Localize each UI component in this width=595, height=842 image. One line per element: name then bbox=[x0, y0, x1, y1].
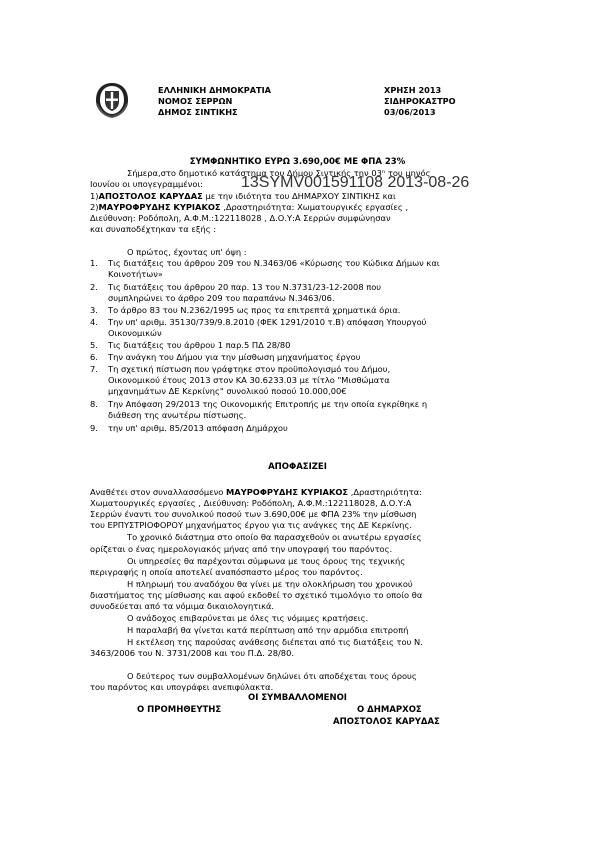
considering-heading: Ο πρώτος, έχοντας υπ' όψη : bbox=[127, 247, 247, 257]
list-number: 1. bbox=[90, 258, 98, 268]
list-item: Το άρθρο 83 του Ν.2362/1995 ως προς τα επιτρεπτά χρηματικά όρια. bbox=[108, 305, 401, 315]
body-line: συνοδεύεται από τα νόμιμα δικαιολογητικά. bbox=[90, 601, 275, 611]
body-line: διαστήματος της μίσθωσης και αφού εκδοθεί το σχετικό τιμολόγιο το οποίο θα bbox=[90, 590, 423, 600]
body-line: Οι υπηρεσίες θα παρέχονται σύμφωνα με τους όρους της τεχνικής bbox=[127, 556, 406, 566]
closing-line: του παρόντος και υπογράφει ανεπιφύλακτα. bbox=[90, 682, 274, 692]
issuer-line: ΝΟΜΟΣ ΣΕΡΡΩΝ bbox=[158, 96, 233, 106]
supplier-label: Ο ΠΡΟΜΗΘΕΥΤΗΣ bbox=[137, 705, 222, 715]
list-item: Την ανάγκη του Δήμου για την μίσθωση μηχανήματος έργου bbox=[108, 352, 361, 362]
issuer-block bbox=[158, 85, 271, 118]
list-number: 7. bbox=[90, 364, 98, 374]
intro-line: Σήμερα,στο δημοτικό κατάστημα του Δήμου Σιντικής την 03ⁿ του μηνός bbox=[127, 168, 431, 178]
party-role: ,Δραστηριότητα: Χωματουργικές εργασίες , bbox=[220, 202, 409, 212]
intro-line: Ιουνίου οι υπογεγραμμένοι: bbox=[90, 179, 204, 189]
party-number: 2) bbox=[90, 202, 99, 212]
issuer-line: ΔΗΜΟΣ ΣΙΝΤΙΚΗΣ bbox=[158, 107, 238, 117]
body-line: 3463/2006 του Ν. 3731/2008 και του Π.Δ. 28/80. bbox=[90, 648, 295, 658]
party-number: 1) bbox=[90, 191, 99, 201]
fiscal-year: ΧΡΗΣΗ 2013 bbox=[384, 85, 442, 95]
list-item: την υπ' αριθμ. 85/2013 απόφαση Δημάρχου bbox=[108, 423, 288, 433]
list-number: 5. bbox=[90, 340, 98, 350]
assignment-line: Αναθέτει στον συναλλασσόμενο ΜΑΥΡΟΦΡΥΔΗΣ ΚΥΡΙΑΚΟΣ ,Δραστηριότητα: bbox=[90, 487, 422, 497]
hellenic-republic-emblem bbox=[92, 80, 132, 120]
mayor-name: ΑΠΟΣΤΟΛΟΣ ΚΑΡΥΔΑΣ bbox=[333, 717, 440, 727]
list-item: Τις διατάξεις του άρθρου 1 παρ.5 ΠΔ 28/80 bbox=[108, 340, 291, 350]
list-number: 9. bbox=[90, 423, 98, 433]
considerations-list bbox=[0, 258, 595, 448]
body-line: Σερρών έναντι του συνολικού ποσού των 3.690,00€ με ΦΠΑ 23% την μίσθωση bbox=[90, 509, 417, 519]
list-number: 4. bbox=[90, 317, 98, 327]
list-number: 6. bbox=[90, 352, 98, 362]
decision-heading: ΑΠΟΦΑΣΙΖΕΙ bbox=[268, 462, 327, 472]
list-number: 3. bbox=[90, 305, 98, 315]
closing-line: Ο δεύτερος των συμβαλλομένων δηλώνει ότι αποδέχεται τους όρους bbox=[127, 671, 417, 681]
registry-stamp: 13SYMV001591108 2013-08-26 bbox=[241, 174, 470, 191]
body-line: του ΕΡΠΥΣΤΡΙΟΦΟΡΟΥ μηχανήματος έργου για τις ανάγκες της ΔΕ Κερκίνης. bbox=[90, 520, 412, 530]
body-line: Η εκτέλεση της παρούσας ανάθεσης διέπεται από τις διατάξεις του Ν. bbox=[127, 637, 423, 647]
contractor-name: ΜΑΥΡΟΦΡΥΔΗΣ ΚΥΡΙΑΚΟΣ bbox=[226, 487, 349, 497]
party-role: με την ιδιότητα του ΔΗΜΑΡΧΟΥ ΣΙΝΤΙΚΗΣ και bbox=[202, 191, 396, 201]
document-title: ΣΥΜΦΩΝΗΤΙΚΟ ΕΥΡΩ 3.690,00€ ΜΕ ΦΠΑ 23% bbox=[189, 157, 406, 167]
signatures-heading: ΟΙ ΣΥΜΒΑΛΛΟΜΕΝΟΙ bbox=[248, 693, 347, 703]
party-name: ΑΠΟΣΤΟΛΟΣ ΚΑΡΥΔΑΣ bbox=[98, 191, 203, 201]
body-line: Η πληρωμή του αναδόχου θα γίνει με την ολοκλήρωση του χρονικού bbox=[127, 579, 413, 589]
body-line: Χωματουργικές εργασίες , Διεύθυνση: Ροδόπολη, Α.Φ.Μ.:122118028, Δ.Ο.Υ:Α bbox=[90, 498, 412, 508]
party-1 bbox=[90, 191, 396, 202]
list-number: 2. bbox=[90, 282, 98, 292]
list-item: Τις διατάξεις του άρθρου 209 του Ν.3463/06 «Κύρωσης του Κώδικα Δήμων και Κοινοτήτων» bbox=[108, 258, 440, 279]
intro-line: και συναποδέχτηκαν τα εξής : bbox=[90, 224, 217, 234]
date: 03/06/2013 bbox=[384, 107, 436, 117]
body-line: περιγραφής η οποία αποτελεί αναπόσπαστο μέρος του παρόντος. bbox=[90, 567, 363, 577]
list-item: Την υπ' αριθμ. 35130/739/9.8.2010 (ΦΕΚ 1291/2010 τ.Β) απόφαση Υπουργού Οικονομικών bbox=[108, 317, 427, 338]
list-item: Τη σχετική πίστωση που γράφτηκε στον προϋπολογισμό του Δήμου, Οικονομικού έτους 2013 στον ΚΑ 30.6233.03 με τίτλο "Μισθώματα μηχανημάτων ΔΕ Κερκίνης" συνολικού ποσού 10.000,00€ bbox=[108, 364, 391, 396]
party-name: ΜΑΥΡΟΦΡΥΔΗΣ ΚΥΡΙΑΚΟΣ bbox=[98, 202, 221, 212]
mayor-label: Ο ΔΗΜΑΡΧΟΣ bbox=[357, 705, 422, 715]
body-line: ορίζεται ο ένας ημερολογιακός μήνας από την υπογραφή του παρόντος. bbox=[90, 544, 393, 554]
body-line: Το χρονικό διάστημα στο οποίο θα παρασχεθούν οι ανωτέρω εργασίες bbox=[127, 532, 422, 542]
list-item: Την Απόφαση 29/2013 της Οικονομικής Επιτροπής με την οποία εγκρίθηκε η διάθεση της ανωτέρω πίστωσης. bbox=[108, 399, 428, 420]
body-line: Ο ανάδοχος επιβαρύνεται με όλες τις νόμιμες κρατήσεις. bbox=[127, 613, 369, 623]
party-2 bbox=[90, 202, 408, 213]
intro-line: Διεύθυνση: Ροδόπολη, Α.Φ.Μ.:122118028 , Δ.Ο.Υ:Α Σερρών συμφώνησαν bbox=[90, 213, 391, 223]
list-item: Τις διατάξεις του άρθρου 20 παρ. 13 του Ν.3731/23-12-2008 που συμπληρώνει το άρθρο 209 του παραπάνω Ν.3463/06. bbox=[108, 282, 382, 303]
list-number: 8. bbox=[90, 399, 98, 409]
location: ΣΙΔΗΡΟΚΑΣΤΡΟ bbox=[384, 96, 456, 106]
meta-block bbox=[384, 85, 456, 118]
body-line: Η παραλαβή θα γίνεται κατά περίπτωση από την αρμόδια επιτροπή bbox=[127, 625, 409, 635]
issuer-line: ΕΛΛΗΝΙΚΗ ΔΗΜΟΚΡΑΤΙΑ bbox=[158, 85, 272, 95]
